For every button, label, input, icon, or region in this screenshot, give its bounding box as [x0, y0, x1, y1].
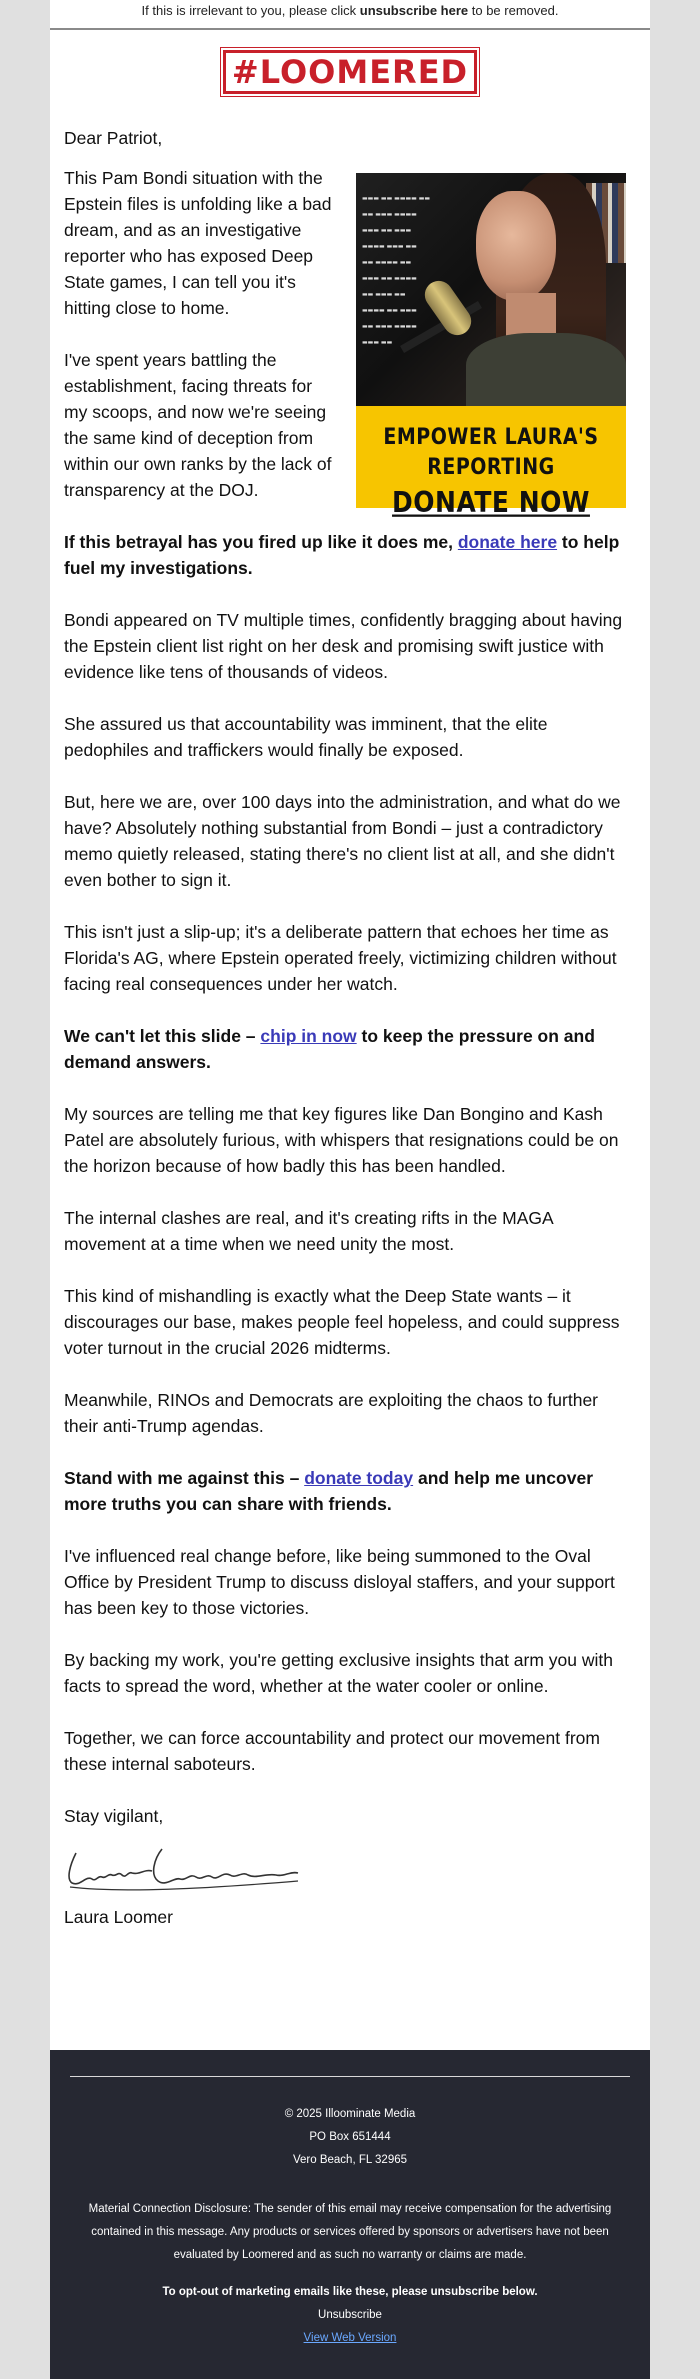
- cta3-text-after: and help me uncover more truths you can share with friends.: [64, 1468, 593, 1514]
- paragraph-3: Bondi appeared on TV multiple times, confidently bragging about having the Epstein client list right on her desk and promising swift justice with evidence like tens of thousands of videos.: [64, 610, 623, 682]
- letter-content: [50, 125, 650, 1930]
- host-face: [476, 191, 556, 301]
- cta-paragraph-3: [64, 1465, 636, 1517]
- footer-optout-text: To opt-out of marketing emails like these, please unsubscribe below.: [162, 2286, 538, 2298]
- footer-unsubscribe-link[interactable]: Unsubscribe: [318, 2309, 382, 2321]
- promo-headline: EMPOWER LAURA'S REPORTING: [383, 424, 599, 480]
- cta2-text-before: We can't let this slide –: [64, 1026, 261, 1046]
- footer-address-line2: Vero Beach, FL 32965: [292, 2154, 408, 2166]
- paragraph-7: My sources are telling me that key figures like Dan Bongino and Kash Patel are absolutely furious, with whispers that resignations could be on the horizon because of how badly this has been handled.: [64, 1104, 619, 1176]
- footer-address-line1: PO Box 651444: [309, 2131, 391, 2143]
- teleprompter-text-decoration: ▬▬▬ ▬▬ ▬▬▬▬ ▬▬ ▬▬ ▬▬▬ ▬▬▬▬ ▬▬▬ ▬▬ ▬▬▬ ▬▬▬▬ ▬▬▬ ▬▬ ▬▬ ▬▬▬▬ ▬▬ ▬▬▬ ▬▬ ▬▬▬▬ ▬▬ ▬▬▬ ▬▬ ▬▬▬▬ ▬▬ ▬▬▬ ▬▬ ▬▬▬ ▬▬▬▬ ▬▬▬ ▬▬: [362, 195, 431, 346]
- paragraph-8: The internal clashes are real, and it's creating rifts in the MAGA movement at a time when we need unity the most.: [64, 1208, 553, 1254]
- promo-text: [356, 406, 626, 520]
- unsubscribe-bar: [50, 0, 650, 30]
- greeting: Dear Patriot,: [64, 128, 163, 148]
- paragraph-4: She assured us that accountability was imminent, that the elite pedophiles and traffickers would finally be exposed.: [64, 714, 548, 760]
- logo-header: [50, 30, 650, 125]
- donate-today-link[interactable]: donate today: [304, 1468, 414, 1488]
- podcast-host-photo: [356, 173, 626, 406]
- paragraph-2: I've spent years battling the establishment, facing threats for my scoops, and now we're seeing the same kind of deception from within our own ranks by the lack of transparency at the DOJ.: [64, 350, 332, 500]
- footer: [50, 2050, 650, 2379]
- footer-disclosure: Material Connection Disclosure: The sender of this email may receive compensation for the advertising contained in this message. Any products or services offered by sponsors or advertisers have not been evaluated by Loomered and as such no warranty or claims are made.: [88, 2203, 612, 2261]
- cta1-text-before: If this betrayal has you fired up like it does me,: [64, 532, 458, 552]
- signature-name: Laura Loomer: [64, 1907, 173, 1927]
- promo-donate-now-button[interactable]: DONATE NOW: [392, 485, 590, 520]
- paragraph-10: Meanwhile, RINOs and Democrats are exploiting the chaos to further their anti-Trump agendas.: [64, 1390, 599, 1436]
- handwritten-signature-icon: [62, 1835, 302, 1895]
- paragraph-11: I've influenced real change before, like being summoned to the Oval Office by President Trump to discuss disloyal staffers, and your support has been key to those victories.: [64, 1546, 615, 1618]
- topbar-unsubscribe-link[interactable]: unsubscribe here: [359, 3, 469, 18]
- donate-here-link[interactable]: donate here: [457, 532, 558, 552]
- paragraph-9: This kind of mishandling is exactly what the Deep State wants – it discourages our base, makes people feel hopeless, and could suppress voter turnout in the crucial 2026 midterms.: [64, 1286, 620, 1358]
- signoff: Stay vigilant,: [64, 1806, 164, 1826]
- email-body: [50, 0, 650, 2050]
- paragraph-1: This Pam Bondi situation with the Epstein files is unfolding like a bad dream, and as an investigative reporter who has exposed Deep State games, I can tell you it's hitting close to home.: [64, 168, 332, 318]
- cta1-text-after: to help fuel my investigations.: [64, 532, 620, 578]
- footer-divider: [70, 2076, 630, 2077]
- paragraph-13: Together, we can force accountability and protect our movement from these internal saboteurs.: [64, 1728, 600, 1774]
- view-web-version-link[interactable]: View Web Version: [303, 2332, 397, 2344]
- donate-promo-banner[interactable]: [356, 173, 626, 520]
- topbar-text-after: to be removed.: [468, 3, 559, 18]
- loomered-logo[interactable]: #LOOMERED: [223, 50, 477, 94]
- paragraph-12: By backing my work, you're getting exclusive insights that arm you with facts to spread the word, whether at the water cooler or online.: [64, 1650, 613, 1696]
- cta-paragraph-1: [64, 529, 636, 581]
- paragraph-6: This isn't just a slip-up; it's a deliberate pattern that echoes her time as Florida's AG, where Epstein operated freely, victimizing children without facing real consequences under her watch.: [64, 922, 617, 994]
- cta-paragraph-2: [64, 1023, 636, 1075]
- topbar-text-before: If this is irrelevant to you, please click: [141, 3, 360, 18]
- chip-in-now-link[interactable]: chip in now: [260, 1026, 357, 1046]
- cta2-text-after: to keep the pressure on and demand answers.: [64, 1026, 595, 1072]
- host-shirt: [466, 333, 626, 406]
- paragraph-5: But, here we are, over 100 days into the administration, and what do we have? Absolutely nothing substantial from Bondi – just a contradictory memo quietly released, stating there's no client list at all, and she didn't even bother to sign it.: [64, 792, 621, 890]
- footer-copyright: © 2025 Illoominate Media: [284, 2108, 416, 2120]
- cta3-text-before: Stand with me against this –: [64, 1468, 305, 1488]
